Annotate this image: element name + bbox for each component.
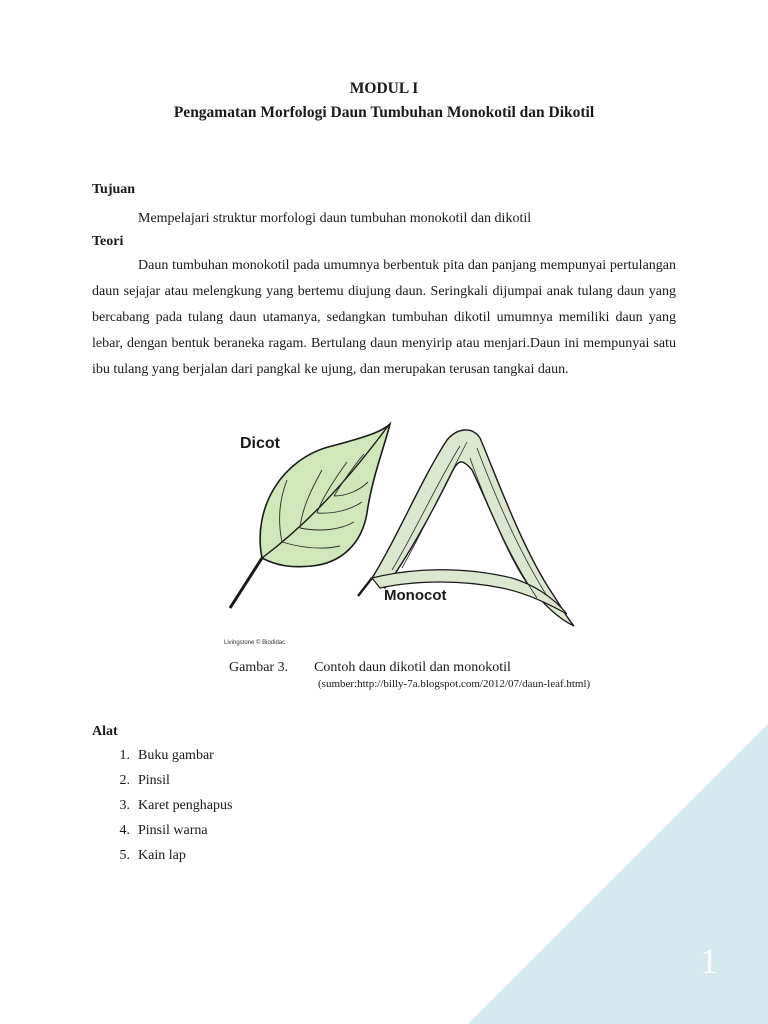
figure-caption xyxy=(229,660,511,676)
list-item xyxy=(92,821,232,846)
list-item-label: Karet penghapus xyxy=(138,798,233,813)
caption-number: Gambar 3. xyxy=(229,660,289,675)
list-item-number: 1. xyxy=(119,748,130,763)
leaf-figure xyxy=(222,418,578,650)
list-item xyxy=(92,771,232,796)
dicot-label: Dicot xyxy=(240,435,280,452)
page-number: 1 xyxy=(700,941,718,981)
list-item-label: Pinsil xyxy=(138,773,170,788)
monocot-label: Monocot xyxy=(384,587,447,604)
list-item-number: 2. xyxy=(119,773,130,788)
list-item-number: 5. xyxy=(119,848,130,863)
list-item-number: 4. xyxy=(119,823,130,838)
list-item-label: Kain lap xyxy=(138,848,186,863)
monocot-leaf xyxy=(358,430,574,626)
figure-source: (sumber:http://billy-7a.blogspot.com/2012/07/daun-leaf.html) xyxy=(318,678,591,690)
list-item-label: Buku gambar xyxy=(138,748,214,763)
tujuan-heading: Tujuan xyxy=(92,182,136,197)
list-item xyxy=(92,796,232,821)
list-item xyxy=(92,746,232,771)
module-subtitle: Pengamatan Morfologi Daun Tumbuhan Monokotil dan Dikotil xyxy=(173,104,595,121)
alat-list xyxy=(92,746,232,871)
alat-heading: Alat xyxy=(92,724,118,739)
tujuan-text: Mempelajari struktur morfologi daun tumbuhan monokotil dan dikotil xyxy=(138,211,532,226)
caption-text: Contoh daun dikotil dan monokotil xyxy=(314,660,511,675)
list-item xyxy=(92,846,232,871)
teori-heading: Teori xyxy=(92,234,124,249)
list-item-label: Pinsil warna xyxy=(138,823,208,838)
list-item-number: 3. xyxy=(119,798,130,813)
corner-triangle-decoration xyxy=(468,724,768,1024)
figure-credit: Livingstone © Biodidac xyxy=(224,640,286,646)
dicot-leaf xyxy=(230,424,390,608)
teori-text: Daun tumbuhan monokotil pada umumnya berbentuk pita dan panjang mempunyai pertulangan daun sejajar atau melengkung yang bertemu diujung daun. Seringkali dijumpai anak tulang daun yang bercabang pada tulang daun utamanya, sedangkan tumbuhan dikotil umumnya memiliki daun yang lebar, dengan bentuk beraneka ragam. Bertulang daun menyirip atau menjari.Daun ini mempunyai satu ibu tulang yang berjalan dari pangkal ke ujung, dan merupakan terusan tangkai daun. xyxy=(92,258,676,377)
module-title: MODUL I xyxy=(349,80,419,97)
